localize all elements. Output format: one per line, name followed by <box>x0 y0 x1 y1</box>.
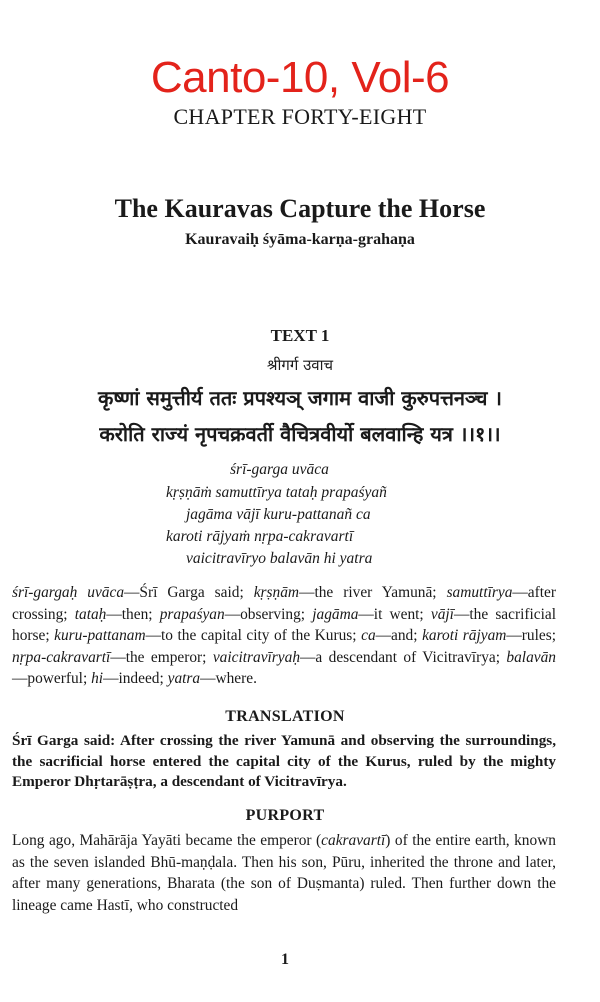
synonym-meaning: —it went; <box>358 605 431 623</box>
synonym-term: vaicitravīryaḥ <box>212 648 301 666</box>
devanagari-verse-line: करोति राज्यं नृपचक्रवर्ती वैचित्रवीर्यो बलवान्हि यत्र ।।१।। <box>99 422 501 446</box>
text-number: TEXT 1 <box>270 326 330 345</box>
synonym-meaning: —the river Yamunā; <box>299 584 447 601</box>
synonym-meaning: —then; <box>106 605 160 623</box>
devanagari-verse-line: कृष्णां समुत्तीर्य ततः प्रपश्यञ् जगाम वाजी कुरुपत्तनञ्च । <box>98 386 502 410</box>
purport-text: Long ago, Mahārāja Yayāti became the emperor ( <box>12 832 322 849</box>
chapter-heading: CHAPTER FORTY-EIGHT <box>173 104 427 129</box>
synonym-term: balavān <box>506 648 556 666</box>
synonym-meaning: —observing; <box>224 605 313 623</box>
page-number: 1 <box>281 951 289 968</box>
synonym-meaning: —the emperor; <box>110 648 213 666</box>
synonym-term: vājī <box>430 605 454 623</box>
purport-term: cakravartī <box>321 832 386 849</box>
synonym-term: samuttīrya <box>446 584 513 601</box>
synonym-meaning: —a descendant of Vicitravīrya; <box>300 648 507 666</box>
synonym-meaning: —and; <box>375 627 423 644</box>
transliteration-line: kṛṣṇāṁ samuttīrya tataḥ prapaśyañ <box>166 484 387 501</box>
synonym-meaning: —indeed; <box>103 670 168 687</box>
synonym-meaning: —after crossing; <box>12 584 556 623</box>
synonym-term: śrī-gargaḥ uvāca <box>12 584 125 601</box>
transliteration-line: vaicitravīryo balavān hi yatra <box>186 550 373 567</box>
synonym-meaning: —rules; <box>506 627 556 644</box>
synonym-meaning: —the sacrificial horse; <box>12 605 556 644</box>
synonym-term: nṛpa-cakravartī <box>12 648 111 666</box>
synonym-meaning: —powerful; <box>12 670 92 687</box>
synonyms-paragraph <box>12 582 556 690</box>
transliteration-line: jagāma vājī kuru-pattanañ ca <box>186 506 371 523</box>
synonym-meaning: —where. <box>200 670 257 687</box>
chapter-title: The Kauravas Capture the Horse <box>114 194 486 223</box>
chapter-sanskrit-title: Kauravaiḥ śyāma-karṇa-grahaṇa <box>185 231 415 248</box>
synonym-term: prapaśyan <box>159 605 225 623</box>
purport-paragraph <box>12 830 556 916</box>
synonym-term: yatra <box>167 670 201 687</box>
translation-heading: TRANSLATION <box>225 708 345 725</box>
synonym-meaning: —Śrī Garga said; <box>124 584 254 601</box>
synonym-meaning: —to the capital city of the Kurus; <box>145 627 362 644</box>
synonym-term: jagāma <box>312 605 359 623</box>
synonym-term: hi <box>91 670 104 687</box>
transliteration-line: karoti rājyaṁ nṛpa-cakravartī <box>166 528 354 545</box>
synonym-term: tataḥ <box>74 605 107 623</box>
canto-volume-label: Canto-10, Vol-6 <box>150 53 450 102</box>
transliteration-line: śrī-garga uvāca <box>230 461 329 478</box>
purport-text: ) of the entire earth, known as the seven islanded Bhū-maṇḍala. Then his son, Pūru, inherited the throne and later, after many generations, Bharata (the son of Duṣmanta) ruled. Then further down the lineage came Hastī, who constructed <box>12 832 557 914</box>
synonym-term: kuru-pattanam <box>54 627 146 644</box>
synonym-term: kṛṣṇām <box>253 584 300 601</box>
synonym-term: ca <box>361 627 376 644</box>
purport-heading: PURPORT <box>245 807 325 824</box>
translation-text: Śrī Garga said: After crossing the river Yamunā and observing the surroundings, the sacrificial horse entered the capital city of the Kurus, ruled by the mighty Emperor Dhṛtarāṣṭra, a descendant of Vicitravīrya. <box>12 732 556 790</box>
synonym-term: karoti rājyam <box>422 627 507 644</box>
devanagari-speaker: श्रीगर्ग उवाच <box>266 356 334 374</box>
